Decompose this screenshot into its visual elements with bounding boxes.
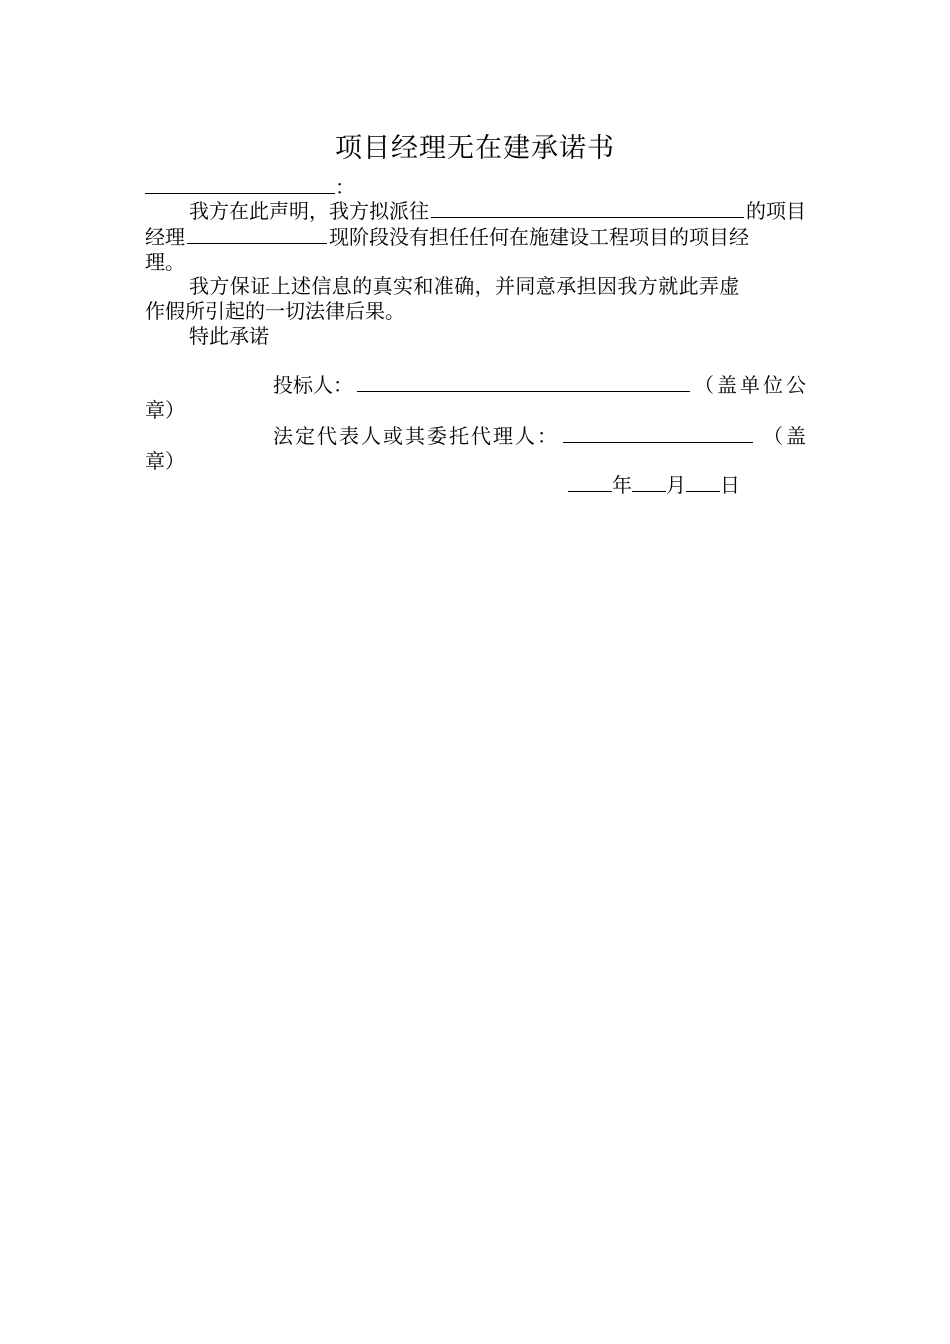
representative-blank[interactable] [563, 424, 753, 443]
bidder-seal-note-end: 章） [145, 398, 185, 422]
bidder-seal-note: （盖单位公 [694, 373, 809, 397]
date-line [568, 473, 740, 498]
month-blank[interactable] [632, 473, 666, 492]
p1-text-b: 的项目 [746, 199, 806, 223]
year-label: 年 [612, 473, 632, 497]
p1-text-c: 经理 [145, 225, 185, 249]
document-title: 项目经理无在建承诺书 [335, 133, 615, 164]
representative-line [273, 424, 809, 449]
representative-label: 法定代表人或其委托代理人： [273, 424, 559, 448]
bidder-label: 投标人： [273, 373, 353, 397]
representative-seal-note-end: 章） [145, 449, 185, 473]
p1-text-e: 理。 [145, 250, 185, 274]
paragraph-1-line-2 [145, 225, 806, 250]
manager-name-blank[interactable] [187, 225, 327, 244]
day-label: 日 [720, 473, 740, 497]
paragraph-1-line-1 [189, 199, 806, 224]
p1-text-d: 现阶段没有担任任何在施建设工程项目的项目经 [329, 225, 749, 249]
recipient-blank[interactable] [145, 175, 335, 194]
closing-statement: 特此承诺 [189, 324, 269, 348]
salutation-line [145, 175, 355, 200]
year-blank[interactable] [568, 473, 612, 492]
paragraph-2-line-1: 我方保证上述信息的真实和准确，并同意承担因我方就此弄虚 [189, 274, 740, 298]
paragraph-2-line-2: 作假所引起的一切法律后果。 [145, 299, 405, 323]
project-name-blank[interactable] [431, 199, 744, 218]
month-label: 月 [666, 473, 686, 497]
representative-seal-note: （盖 [763, 424, 809, 448]
day-blank[interactable] [686, 473, 720, 492]
salutation-colon: ： [335, 175, 355, 199]
bidder-blank[interactable] [357, 373, 690, 392]
bidder-line [273, 373, 809, 398]
p1-text-a: 我方在此声明，我方拟派往 [189, 199, 429, 223]
